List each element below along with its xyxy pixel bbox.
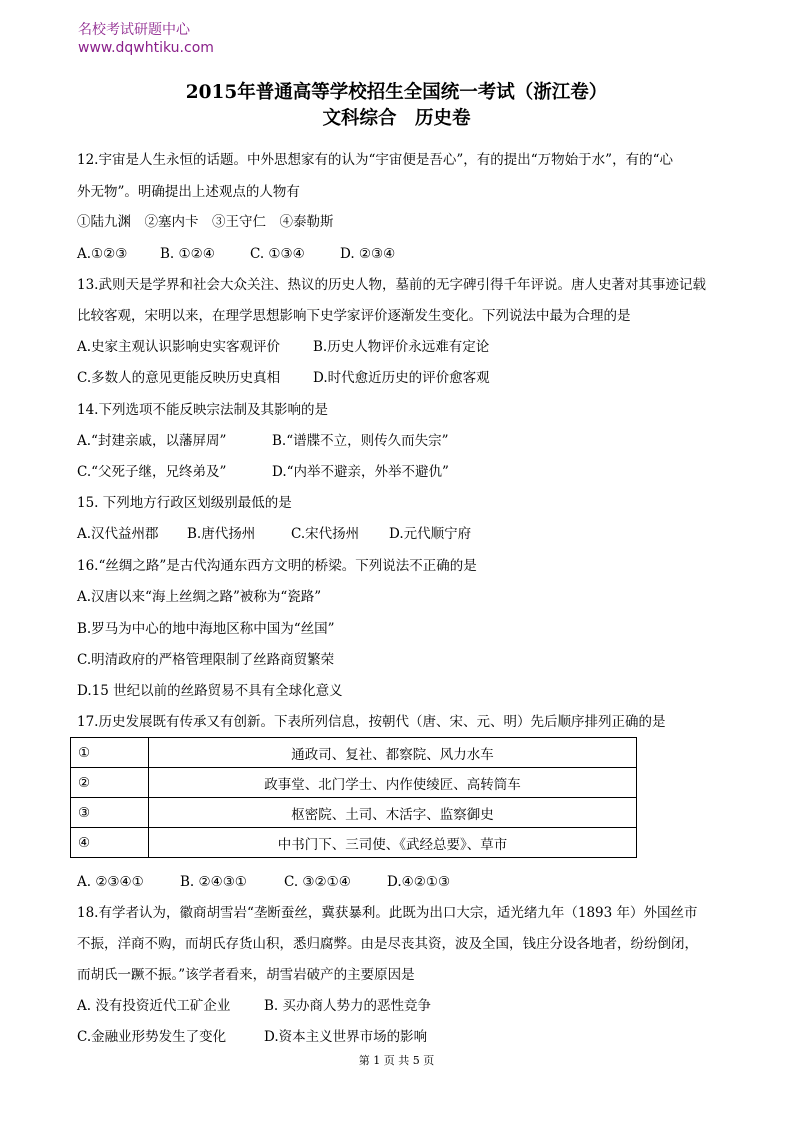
q16-option-b: B.罗马为中心的地中海地区称中国为“丝国” — [77, 621, 335, 637]
q15-option-c: C.宋代扬州 — [291, 526, 360, 542]
q18-stem-line1: 18.有学者认为，徽商胡雪岩“垄断蚕丝，冀获暴利。此既为出口大宗，适光绪九年（1893 年）外国丝市 — [77, 905, 698, 921]
q12-items: ①陆九渊 ②塞内卡 ③王守仁 ④泰勒斯 — [77, 214, 334, 230]
table-row — [71, 738, 637, 768]
q12-option-d: D. ②③④ — [340, 246, 396, 262]
q17-option-b: B. ②④③① — [180, 874, 247, 890]
q16-stem: 16.“丝绸之路”是古代沟通东西方文明的桥梁。下列说法不正确的是 — [77, 558, 477, 574]
watermark-name: 名校考试研题中心 — [78, 22, 190, 38]
q15-option-a: A.汉代益州郡 — [77, 526, 159, 542]
q13-stem-line2: 比较客观，宋明以来，在理学思想影响下史学家评价逐渐发生变化。下列说法中最为合理的是 — [77, 308, 631, 324]
q17-option-d: D.④②①③ — [387, 874, 451, 890]
row-content: 通政司、复社、都察院、风力水车 — [149, 738, 637, 768]
q12-stem-line2: 外无物”。明确提出上述观点的人物有 — [77, 184, 300, 200]
row-number: ④ — [71, 828, 149, 858]
q15-option-d: D.元代顺宁府 — [389, 526, 472, 542]
q12-stem-line1: 12.宇宙是人生永恒的话题。中外思想家有的认为“宇宙便是吾心”，有的提出“万物始于水”，有的“心 — [77, 152, 673, 168]
watermark-url: www.dqwhtiku.com — [78, 40, 214, 56]
q13-option-b: B.历史人物评价永远难有定论 — [313, 339, 490, 355]
row-number: ② — [71, 768, 149, 798]
table-row — [71, 798, 637, 828]
row-content: 政事堂、北门学士、内作使绫匠、高转筒车 — [149, 768, 637, 798]
q14-option-d: D.“内举不避亲，外举不避仇” — [272, 464, 449, 480]
q17-table — [70, 737, 637, 858]
q13-stem-line1: 13.武则天是学界和社会大众关注、热议的历史人物，墓前的无字碑引得千年评说。唐人史著对其事迹记载 — [77, 277, 706, 293]
q17-option-a: A. ②③④① — [77, 874, 144, 890]
q13-option-d: D.时代愈近历史的评价愈客观 — [313, 370, 490, 386]
q15-stem: 15. 下列地方行政区划级别最低的是 — [77, 495, 292, 511]
q17-option-c: C. ③②①④ — [284, 874, 351, 890]
row-number: ① — [71, 738, 149, 768]
q18-option-b: B. 买办商人势力的恶性竞争 — [264, 998, 432, 1014]
q16-option-a: A.汉唐以来“海上丝绸之路”被称为“瓷路” — [77, 589, 322, 605]
table-row — [71, 768, 637, 798]
q14-stem: 14.下列选项不能反映宗法制及其影响的是 — [77, 402, 328, 418]
q14-option-c: C.“父死子继，兄终弟及” — [77, 464, 227, 480]
row-content: 中书门下、三司使、《武经总要》、草市 — [149, 828, 637, 858]
q12-option-c: C. ①③④ — [250, 246, 305, 262]
q18-option-c: C.金融业形势发生了变化 — [77, 1029, 227, 1045]
q18-stem-line3: 而胡氏一蹶不振。”该学者看来，胡雪岩破产的主要原因是 — [77, 967, 415, 983]
q16-option-d: D.15 世纪以前的丝路贸易不具有全球化意义 — [77, 683, 343, 699]
q16-option-c: C.明清政府的严格管理限制了丝路商贸繁荣 — [77, 652, 335, 668]
exam-subtitle: 文科综合 历史卷 — [322, 108, 471, 129]
exam-title: 2015年普通高等学校招生全国统一考试（浙江卷） — [185, 82, 608, 103]
q17-stem: 17.历史发展既有传承又有创新。下表所列信息，按朝代（唐、宋、元、明）先后顺序排列正确的是 — [77, 714, 666, 730]
q15-option-b: B.唐代扬州 — [187, 526, 256, 542]
q14-option-b: B.“谱牒不立，则传久而失宗” — [272, 433, 449, 449]
q13-option-a: A.史家主观认识影响史实客观评价 — [77, 339, 281, 355]
q14-option-a: A.“封建亲戚，以藩屏周” — [77, 433, 227, 449]
q18-option-a: A. 没有投资近代工矿企业 — [77, 998, 231, 1014]
row-number: ③ — [71, 798, 149, 828]
q12-option-b: B. ①②④ — [160, 246, 215, 262]
page-footer: 第 1 页 共 5 页 — [358, 1054, 435, 1067]
q12-option-a: A.①②③ — [77, 246, 128, 262]
q13-option-c: C.多数人的意见更能反映历史真相 — [77, 370, 281, 386]
q18-stem-line2: 不振，洋商不购，而胡氏存货山积，悉归腐弊。由是尽丧其资，波及全国，钱庄分设各地者，纷纷倒闭， — [77, 936, 698, 952]
q18-option-d: D.资本主义世界市场的影响 — [264, 1029, 428, 1045]
row-content: 枢密院、土司、木活字、监察御史 — [149, 798, 637, 828]
table-row — [71, 828, 637, 858]
